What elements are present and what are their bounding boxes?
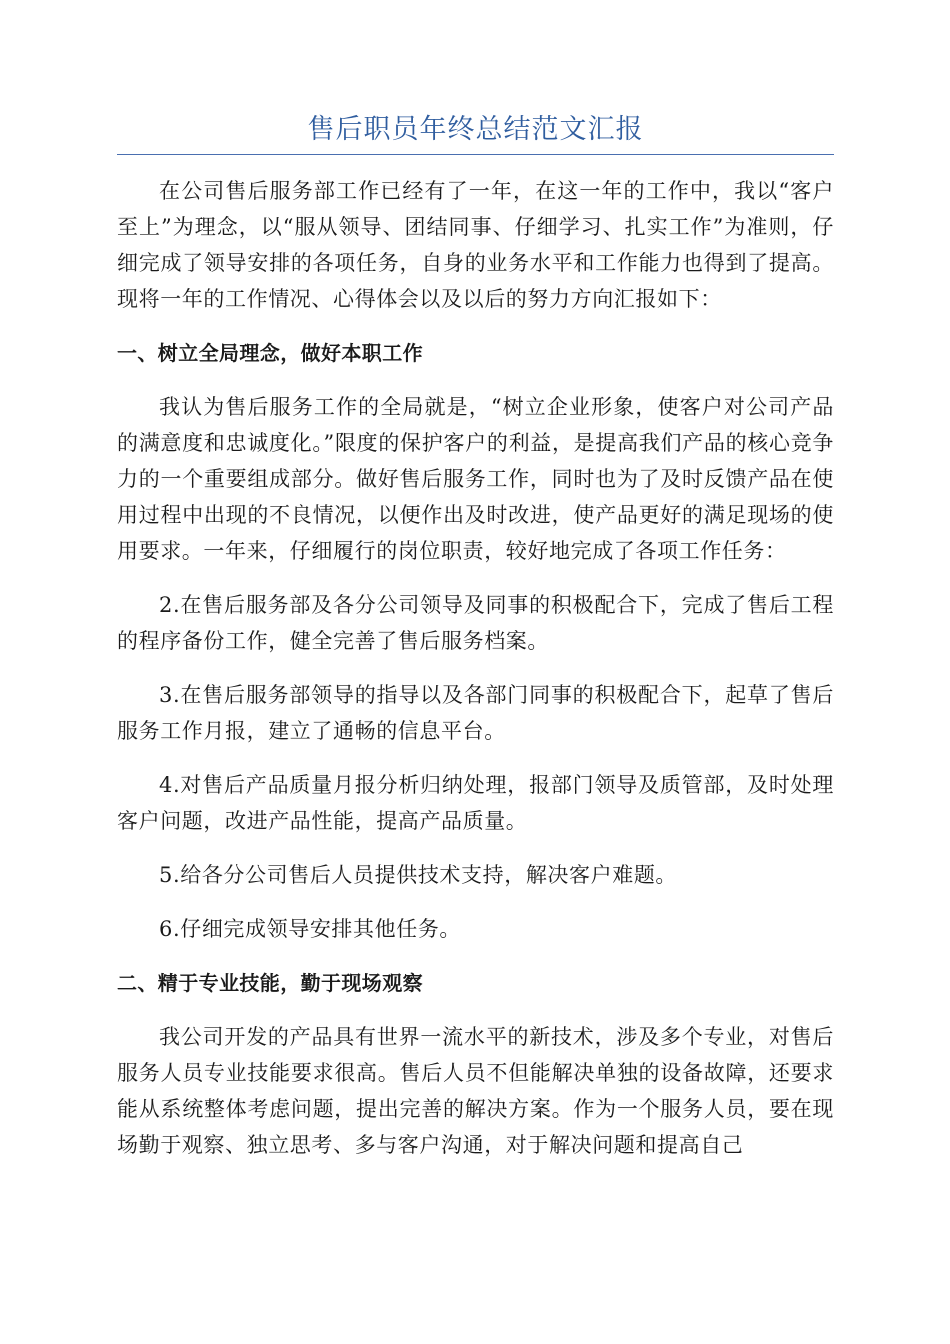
intro-paragraph: 在公司售后服务部工作已经有了一年，在这一年的工作中，我以“客户至上”为理念，以“服从领导、团结同事、仔细学习、扎实工作”为准则，仔细完成了领导安排的各项任务，自身的业务水平和工作能力也得到了提高。现将一年的工作情况、心得体会以及以后的努力方向汇报如下：: [117, 179, 834, 311]
section-1-heading: 一、树立全局理念，做好本职工作: [117, 341, 423, 365]
document-title: 售后职员年终总结范文汇报: [307, 114, 644, 145]
title-underline: [117, 154, 834, 155]
list-item: 2.在售后服务部及各分公司领导及同事的积极配合下，完成了售后工程的程序备份工作，健全完善了售后服务档案。: [117, 593, 834, 653]
section-2-body: 我公司开发的产品具有世界一流水平的新技术，涉及多个专业，对售后服务人员专业技能要求很高。售后人员不但能解决单独的设备故障，还要求能从系统整体考虑问题，提出完善的解决方案。作为一个服务人员，要在现场勤于观察、独立思考、多与客户沟通，对于解决问题和提高自己: [117, 1025, 834, 1157]
list-item: 3.在售后服务部领导的指导以及各部门同事的积极配合下，起草了售后服务工作月报，建立了通畅的信息平台。: [117, 683, 834, 743]
list-item: 5.给各分公司售后人员提供技术支持，解决客户难题。: [159, 863, 678, 887]
list-item: 4.对售后产品质量月报分析归纳处理，报部门领导及质管部，及时处理客户问题，改进产品性能，提高产品质量。: [117, 773, 834, 833]
section-2-heading: 二、精于专业技能，勤于现场观察: [117, 971, 423, 995]
section-1-body: 我认为售后服务工作的全局就是，“树立企业形象，使客户对公司产品的满意度和忠诚度化。”限度的保护客户的利益，是提高我们产品的核心竞争力的一个重要组成部分。做好售后服务工作，同时也为了及时反馈产品在使用过程中出现的不良情况，以便作出及时改进，使产品更好的满足现场的使用要求。一年来，仔细履行的岗位职责，较好地完成了各项工作任务：: [117, 395, 834, 563]
document-page: [117, 110, 834, 1181]
list-item: 6.仔细完成领导安排其他任务。: [159, 917, 462, 941]
